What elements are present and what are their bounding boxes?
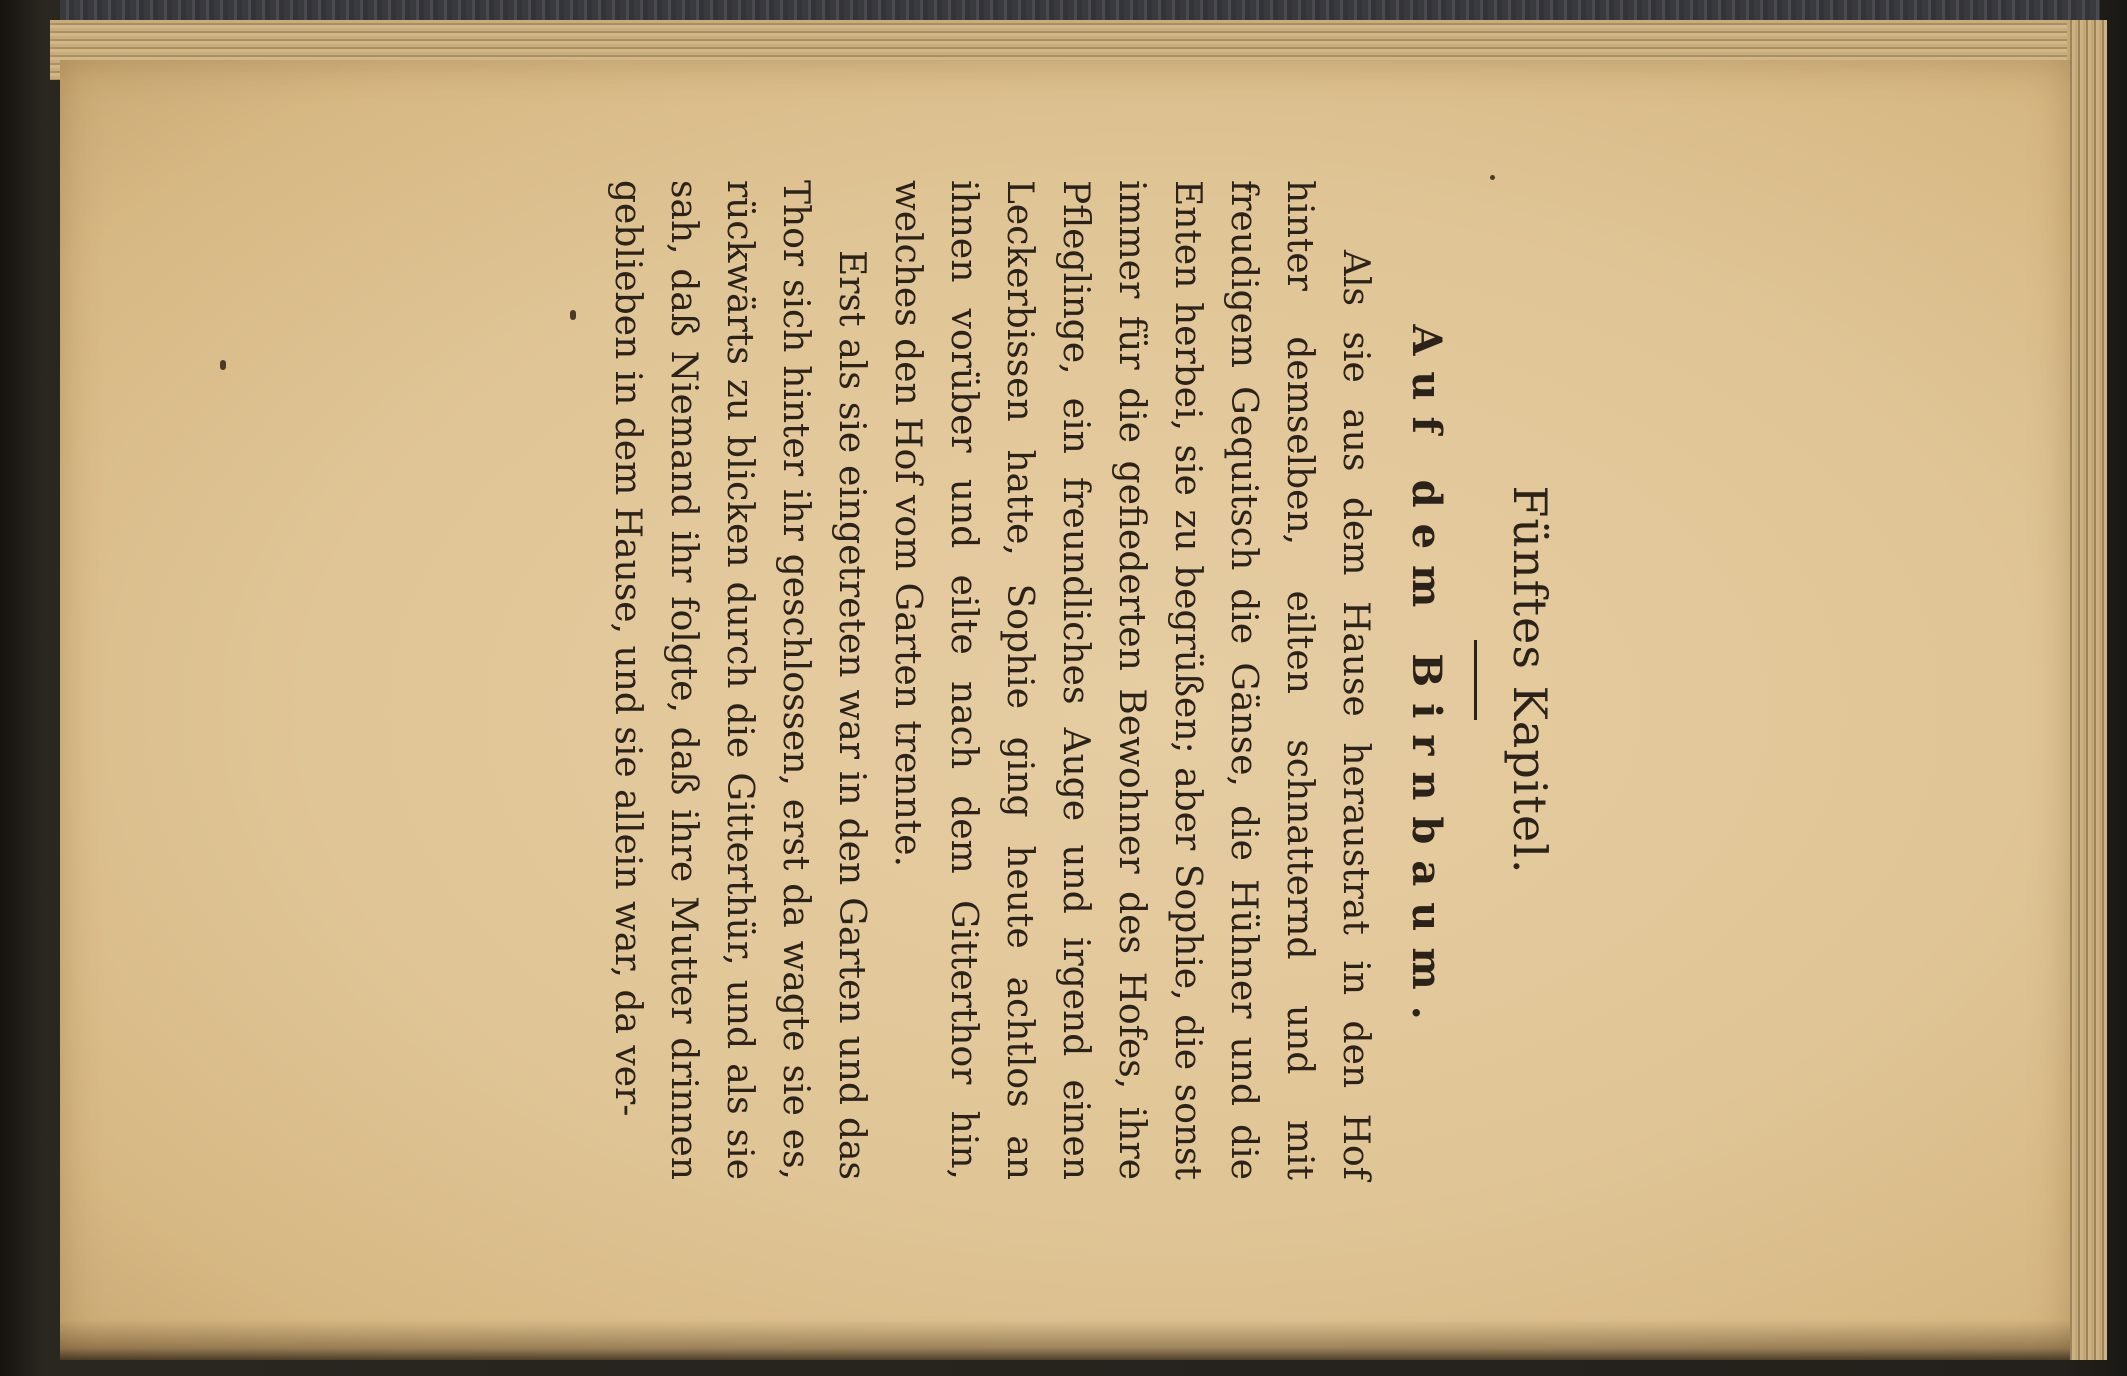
paragraph-2: Erst als sie eingetreten war in den Garten und das Thor sich hinter ihr geschlossen, erst da wagte sie es, rückwärts zu blicken durch die Gitterthür, und als sie sah, daß Niemand ihr folgte, daß ihre Mutter drinnen geblieben in dem Hause, und sie allein war, da ver- [607,180,872,1180]
page-edges-right [2067,20,2107,1360]
title-divider [1474,640,1477,720]
paragraph-1: Als sie aus dem Hause heraustrat in den Hof hinter demselben, eilten schnatternd und mit freudigem Gequitsch die Gänse, die Hühner und die Enten herbei, sie zu begrüßen; aber Sophie, die sonst immer für die gefiederten Bewohner des Hofes, ihre Pfleglinge, ein freundliches Auge und irgend einen Leckerbissen hatte, Sophie ging heute achtlos an ihnen vorüber und eilte nach dem Gitterthor hin, welches den Hof vom Garten trennte. [887,180,1376,1180]
paper-speck [220,360,226,370]
page-text-rotated [555,180,1565,1180]
section-title: Auf dem Birnbaum. [1403,324,1450,1036]
chapter-title: Fünftes Kapitel. [1503,485,1557,875]
spine-shadow [60,1320,2070,1360]
